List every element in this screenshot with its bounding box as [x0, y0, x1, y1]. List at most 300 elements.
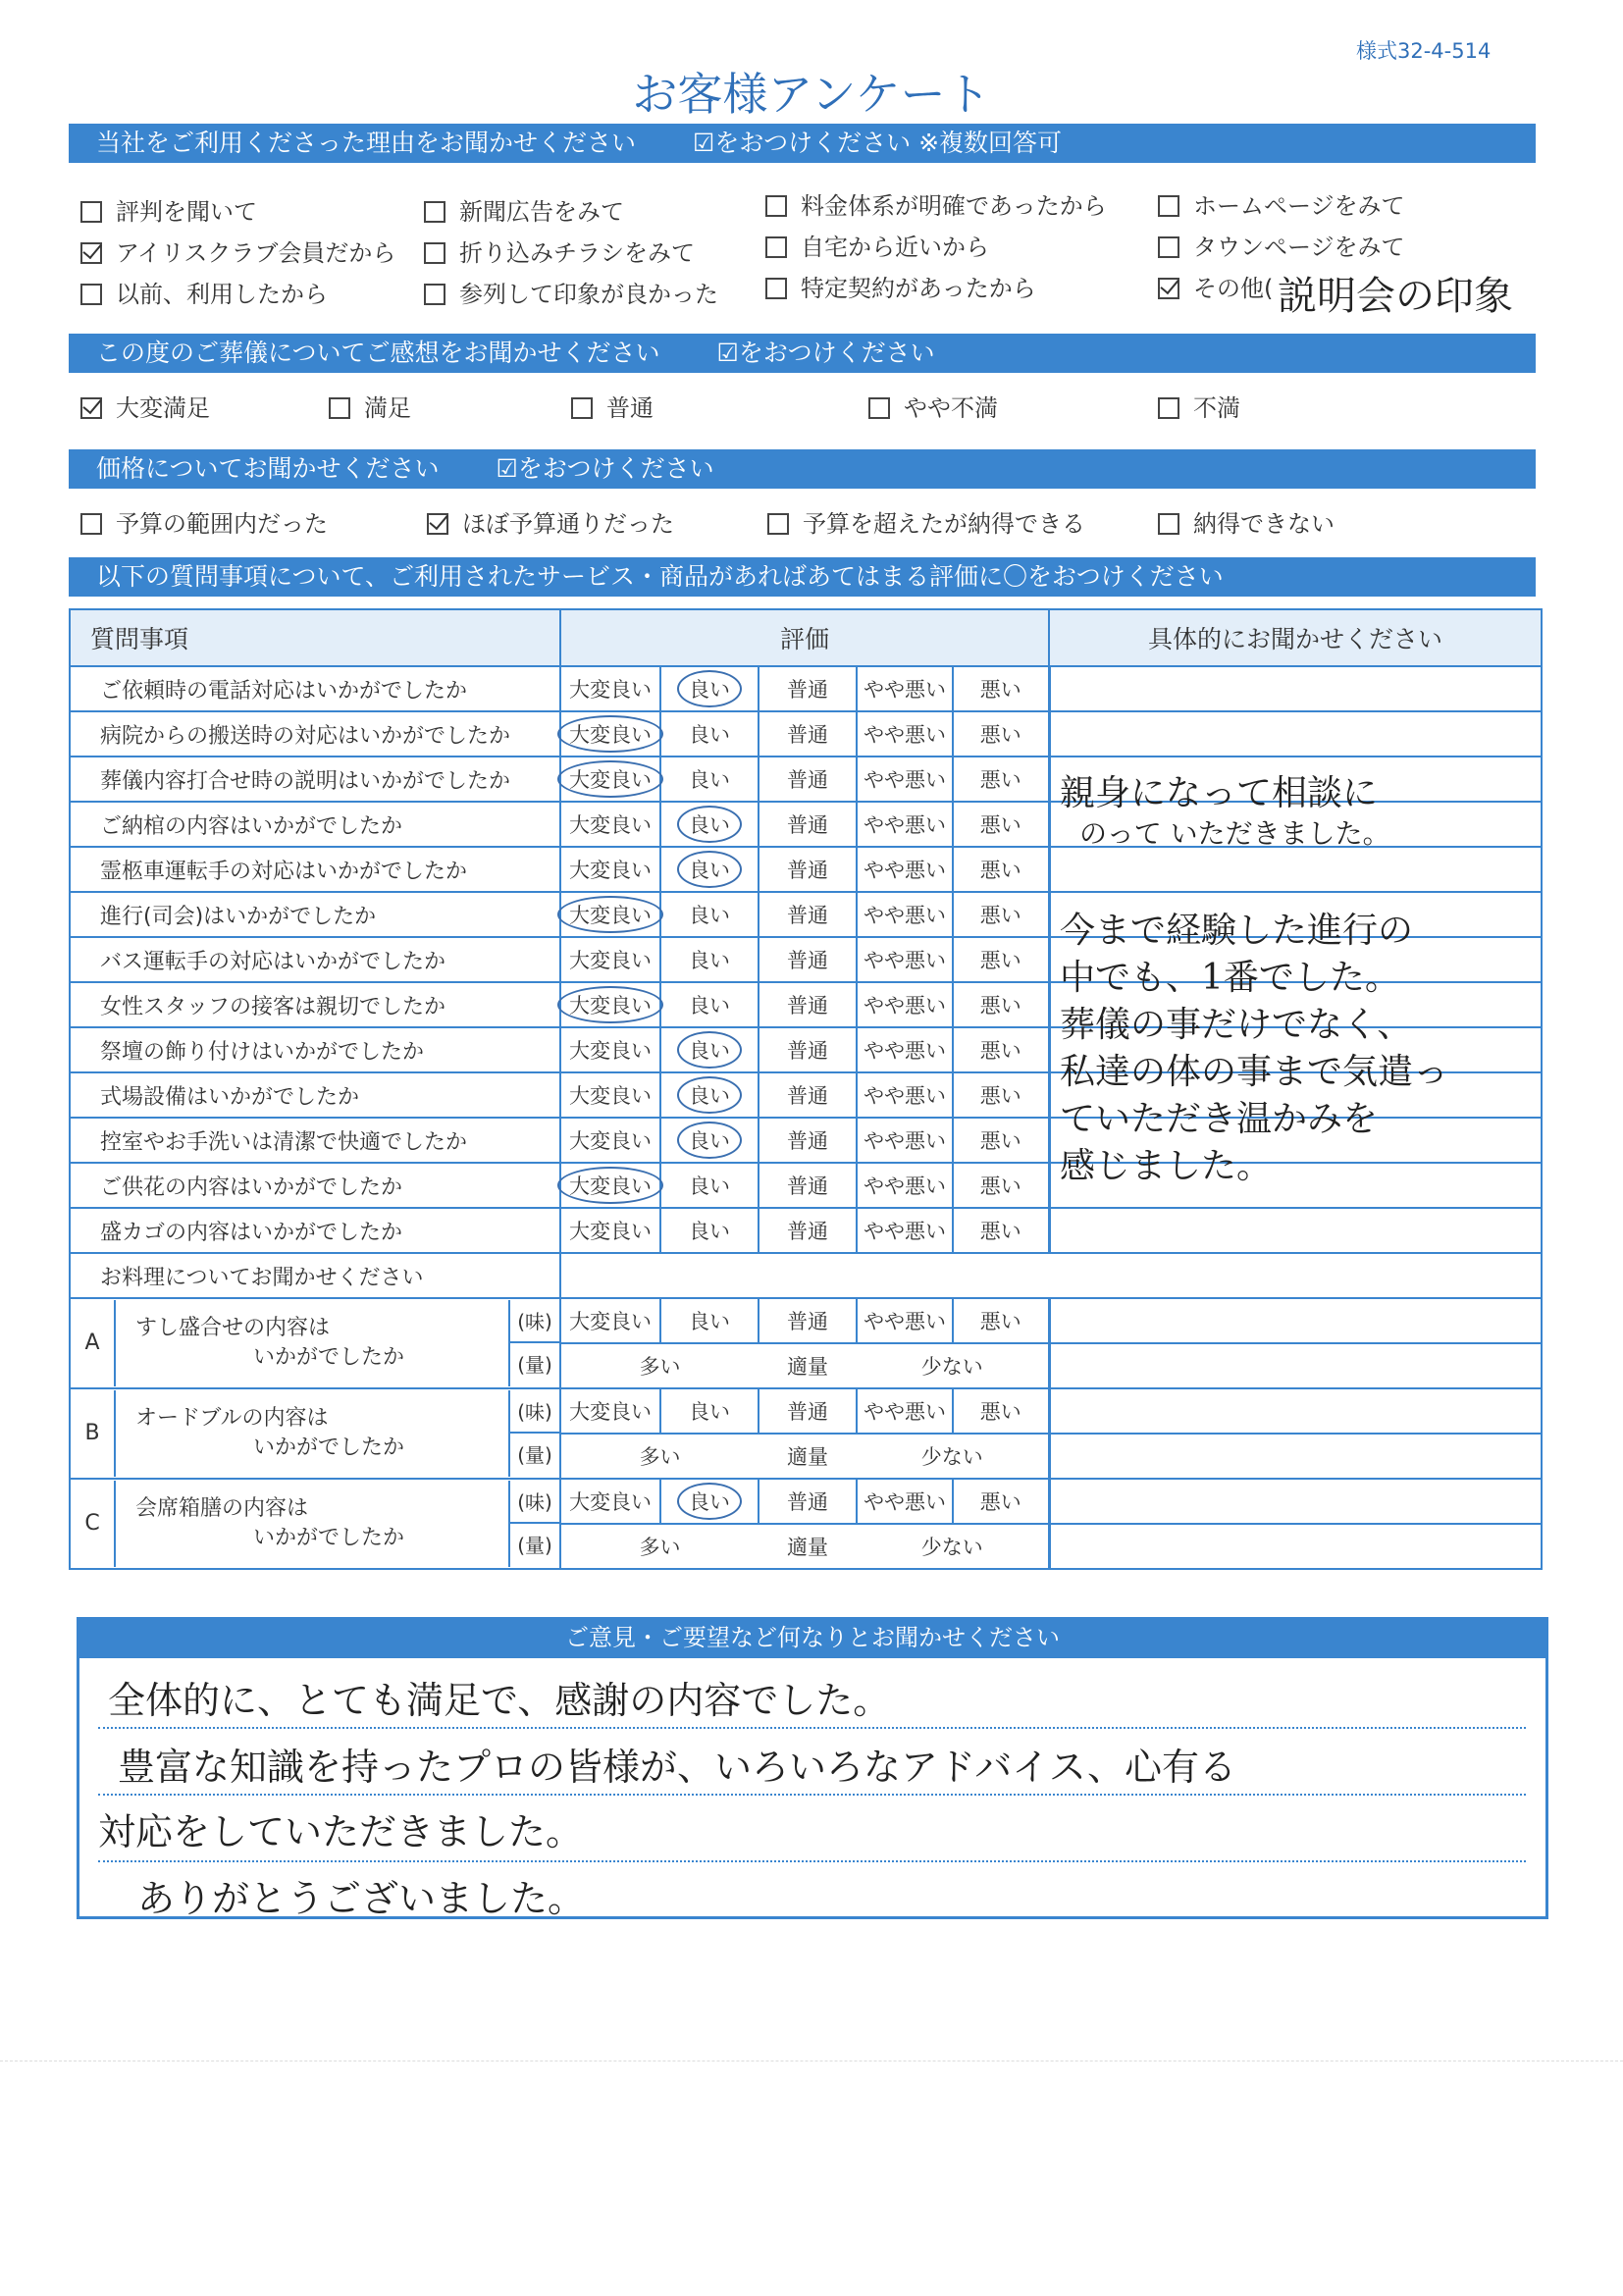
- rating-option-label: 悪い: [979, 768, 1021, 792]
- checkbox-option[interactable]: [80, 389, 210, 423]
- rating-option-circled: 良い: [677, 851, 742, 888]
- checkbox-icon[interactable]: [1158, 513, 1179, 535]
- rating-option[interactable]: [759, 892, 857, 937]
- rating-option[interactable]: [660, 892, 759, 937]
- rating-option[interactable]: [857, 1027, 953, 1072]
- rating-option-label: 悪い: [979, 1310, 1021, 1333]
- amount-label: (量): [517, 1353, 552, 1377]
- rating-option-label: 普通: [787, 994, 828, 1018]
- rating-option[interactable]: [759, 711, 857, 757]
- question-label: 盛カゴの内容はいかがでしたか: [70, 1208, 560, 1253]
- comment-cell[interactable]: [1049, 1479, 1542, 1524]
- rating-option[interactable]: [953, 757, 1049, 802]
- food-header-row: [70, 1253, 1542, 1298]
- rating-option-label: 普通: [787, 768, 828, 792]
- rating-option[interactable]: [953, 666, 1049, 711]
- checkbox-icon[interactable]: [868, 397, 890, 419]
- rating-option-label: やや悪い: [864, 678, 946, 702]
- handwritten-comment-line: 感じました。: [1060, 1146, 1273, 1186]
- comment-line-rule: [98, 1727, 1526, 1729]
- rating-option[interactable]: [660, 1072, 759, 1118]
- checkbox-icon[interactable]: [80, 284, 102, 305]
- food-question-line2: いかがでしたか: [253, 1435, 405, 1460]
- food-letter: B: [71, 1390, 116, 1477]
- checkbox-label: 自宅から近いから: [801, 234, 989, 261]
- rating-option[interactable]: [560, 1298, 660, 1343]
- rating-option-label: 普通: [787, 678, 828, 702]
- checkbox-icon[interactable]: [1158, 236, 1179, 258]
- question-label: 女性スタッフの接客は親切でしたか: [70, 982, 560, 1027]
- checkbox-label: 予算の範囲内だった: [116, 510, 328, 538]
- checkbox-option[interactable]: [80, 192, 257, 227]
- checkbox-label: タウンページをみて: [1193, 234, 1405, 261]
- food-question: [70, 1298, 560, 1388]
- comment-cell[interactable]: [1049, 1208, 1542, 1253]
- checkbox-label: その他(: [1193, 275, 1274, 302]
- checkbox-label: 新聞広告をみて: [459, 198, 624, 226]
- rating-option[interactable]: [857, 711, 953, 757]
- checkbox-option[interactable]: [329, 389, 411, 423]
- checkbox-icon[interactable]: [424, 284, 445, 305]
- rating-option[interactable]: [857, 847, 953, 892]
- rating-option-label: 普通: [787, 1129, 828, 1153]
- rating-option-label: 悪い: [979, 1084, 1021, 1108]
- rating-option[interactable]: [660, 757, 759, 802]
- rating-option-label: 良い: [689, 1310, 730, 1333]
- rating-option[interactable]: [660, 802, 759, 847]
- rating-option-label: 大変良い: [569, 1084, 652, 1108]
- rating-option[interactable]: [759, 982, 857, 1027]
- handwritten-opinion-line: ありがとうございました。: [137, 1877, 586, 1920]
- amount-option[interactable]: 少ない: [857, 1434, 1049, 1479]
- food-letter: A: [71, 1300, 116, 1386]
- rating-option-label: 悪い: [979, 949, 1021, 972]
- reason-header-note: ☑をおつけください ※複数回答可: [692, 129, 1063, 157]
- rating-option[interactable]: [857, 937, 953, 982]
- checkbox-label: やや不満: [904, 394, 998, 422]
- comment-cell[interactable]: [1049, 711, 1542, 757]
- taste-label: (味): [510, 1481, 559, 1524]
- rating-option-label: やや悪い: [864, 859, 946, 882]
- checkbox-icon[interactable]: [767, 513, 789, 535]
- rating-option[interactable]: [759, 1208, 857, 1253]
- checkbox-icon[interactable]: [571, 397, 593, 419]
- rating-option-circled: 良い: [677, 1076, 742, 1114]
- checkbox-icon[interactable]: [424, 242, 445, 264]
- handwritten-comment-line: 中でも、1番でした。: [1060, 958, 1400, 998]
- amount-option[interactable]: 少ない: [857, 1524, 1049, 1569]
- checkbox-option[interactable]: [80, 234, 395, 268]
- rating-option[interactable]: [857, 1072, 953, 1118]
- rating-option-label: やや悪い: [864, 813, 946, 837]
- checkbox-icon[interactable]: [1158, 397, 1179, 419]
- food-question-line1: すし盛合せの内容は: [135, 1316, 331, 1340]
- food-question-line2: いかがでしたか: [253, 1526, 405, 1550]
- rating-option-label: 普通: [787, 1400, 828, 1424]
- question-label: ご供花の内容はいかがでしたか: [70, 1163, 560, 1208]
- rating-option[interactable]: [759, 1072, 857, 1118]
- checkbox-label: アイリスクラブ会員だから: [116, 239, 396, 267]
- rating-option-circled: 大変良い: [557, 896, 663, 933]
- food-taste-row: [70, 1298, 1542, 1343]
- comment-cell[interactable]: [1049, 1524, 1542, 1569]
- rating-option-label: 大変良い: [569, 813, 652, 837]
- rating-option[interactable]: [560, 1388, 660, 1434]
- checkbox-option[interactable]: [571, 389, 654, 423]
- food-taste-row: [70, 1479, 1542, 1524]
- evaluation-header: 以下の質問事項について、ご利用されたサービス・商品があればあてはまる評価に〇をおつけください: [69, 557, 1536, 597]
- amount-option[interactable]: 少ない: [857, 1343, 1049, 1388]
- rating-option-label: 大変良い: [569, 949, 652, 972]
- rating-option[interactable]: [560, 982, 660, 1027]
- checkbox-label: 評判を聞いて: [116, 198, 257, 226]
- checkbox-icon[interactable]: [765, 195, 787, 217]
- checkbox-option[interactable]: [427, 504, 674, 539]
- rating-option-label: やや悪い: [864, 904, 946, 927]
- rating-option-circled: 良い: [677, 670, 742, 707]
- comment-cell[interactable]: [1049, 1343, 1542, 1388]
- rating-option-label: 大変良い: [569, 1220, 652, 1243]
- food-question-line2: いかがでしたか: [253, 1345, 405, 1370]
- comment-cell[interactable]: [1049, 666, 1542, 711]
- rating-option[interactable]: [953, 937, 1049, 982]
- rating-option-circled: 良い: [677, 1122, 742, 1159]
- comment-cell[interactable]: [1049, 1434, 1542, 1479]
- checkbox-option[interactable]: [1158, 504, 1335, 539]
- rating-option-label: 悪い: [979, 904, 1021, 927]
- rating-option[interactable]: [953, 1208, 1049, 1253]
- rating-option[interactable]: [857, 666, 953, 711]
- rating-option[interactable]: [953, 1027, 1049, 1072]
- col-rating-header: 評価: [560, 609, 1049, 666]
- checkbox-icon[interactable]: [765, 278, 787, 299]
- checkbox-checked-icon[interactable]: [1158, 278, 1179, 299]
- checkbox-label: 大変満足: [116, 394, 210, 422]
- evaluation-row: [70, 711, 1542, 757]
- rating-option[interactable]: [560, 1208, 660, 1253]
- rating-option[interactable]: [759, 1479, 857, 1524]
- checkbox-checked-icon[interactable]: [80, 397, 102, 419]
- food-letter: C: [71, 1481, 116, 1567]
- handwritten-comment-line: のって いただきました。: [1079, 817, 1390, 850]
- rating-option[interactable]: [560, 711, 660, 757]
- rating-option-label: 普通: [787, 1084, 828, 1108]
- checkbox-label: 料金体系が明確であったから: [801, 192, 1107, 220]
- rating-option-circled: 良い: [677, 806, 742, 843]
- rating-option-label: 悪い: [979, 813, 1021, 837]
- rating-option-label: 悪い: [979, 1490, 1021, 1514]
- rating-option[interactable]: [857, 1118, 953, 1163]
- rating-option[interactable]: [660, 937, 759, 982]
- amount-option[interactable]: 適量: [759, 1434, 857, 1479]
- rating-option-label: 悪い: [979, 1400, 1021, 1424]
- amount-option[interactable]: 多い: [560, 1434, 759, 1479]
- checkbox-option[interactable]: [80, 504, 328, 539]
- checkbox-icon[interactable]: [80, 513, 102, 535]
- handwritten-opinion-line: 対応をしていただきました。: [98, 1810, 584, 1853]
- handwritten-comment-line: ていただき温かみを: [1060, 1099, 1379, 1139]
- question-label: 控室やお手洗いは清潔で快適でしたか: [70, 1118, 560, 1163]
- rating-option-circled: 大変良い: [557, 760, 663, 798]
- taste-label: (味): [510, 1390, 559, 1434]
- rating-option-label: 悪い: [979, 994, 1021, 1018]
- rating-option[interactable]: [560, 847, 660, 892]
- col-comment-header: 具体的にお聞かせください: [1049, 609, 1542, 666]
- rating-option-label: やや悪い: [864, 1400, 946, 1424]
- rating-option-label: 大変良い: [569, 1310, 652, 1333]
- checkbox-label: 以前、利用したから: [116, 281, 328, 308]
- question-label: ご依頼時の電話対応はいかがでしたか: [70, 666, 560, 711]
- rating-option[interactable]: [953, 982, 1049, 1027]
- rating-option-label: やや悪い: [864, 1220, 946, 1243]
- rating-option[interactable]: [560, 1027, 660, 1072]
- reason-other-handwritten: 説明会の印象: [1278, 274, 1513, 319]
- rating-option[interactable]: [660, 847, 759, 892]
- question-label: 霊柩車運転手の対応はいかがでしたか: [70, 847, 560, 892]
- amount-label: (量): [517, 1443, 552, 1467]
- rating-option-label: 大変良い: [569, 1129, 652, 1153]
- rating-option[interactable]: [660, 1298, 759, 1343]
- rating-option-label: 良い: [689, 1220, 730, 1243]
- comment-cell[interactable]: [1049, 1388, 1542, 1434]
- rating-option[interactable]: [857, 1163, 953, 1208]
- comment-cell[interactable]: [1049, 1298, 1542, 1343]
- checkbox-icon[interactable]: [329, 397, 350, 419]
- checkbox-option[interactable]: [424, 192, 624, 227]
- rating-option-label: やや悪い: [864, 1490, 946, 1514]
- rating-option-label: 大変良い: [569, 859, 652, 882]
- rating-option[interactable]: [560, 1479, 660, 1524]
- price-header-note: ☑をおつけください: [496, 454, 714, 483]
- checkbox-checked-icon[interactable]: [427, 513, 448, 535]
- rating-option-label: 悪い: [979, 1174, 1021, 1198]
- rating-option[interactable]: [660, 711, 759, 757]
- amount-option[interactable]: 多い: [560, 1343, 759, 1388]
- question-label: ご納棺の内容はいかがでしたか: [70, 802, 560, 847]
- form-code: 様式32-4-514: [1356, 39, 1492, 63]
- comment-line-rule: [98, 1794, 1526, 1796]
- checkbox-option[interactable]: [424, 275, 718, 309]
- evaluation-row: [70, 666, 1542, 711]
- rating-option[interactable]: [759, 1163, 857, 1208]
- checkbox-icon[interactable]: [1158, 195, 1179, 217]
- rating-option-label: 普通: [787, 859, 828, 882]
- checkbox-label: 参列して印象が良かった: [459, 281, 718, 308]
- rating-option[interactable]: [857, 1388, 953, 1434]
- rating-option-label: 良い: [689, 723, 730, 747]
- rating-option[interactable]: [857, 1479, 953, 1524]
- rating-option-circled: 良い: [677, 1031, 742, 1069]
- rating-option[interactable]: [759, 1118, 857, 1163]
- rating-option[interactable]: [560, 666, 660, 711]
- checkbox-option[interactable]: [1158, 269, 1273, 303]
- rating-option[interactable]: [660, 1208, 759, 1253]
- checkbox-option[interactable]: [80, 275, 328, 309]
- reason-header-text: 当社をご利用くださった理由をお聞かせください: [96, 129, 637, 157]
- rating-option-circled: 大変良い: [557, 715, 663, 753]
- checkbox-option[interactable]: [868, 389, 998, 423]
- checkbox-option[interactable]: [424, 234, 695, 268]
- comment-line-rule: [98, 1860, 1526, 1862]
- rating-option[interactable]: [857, 802, 953, 847]
- checkbox-option[interactable]: [1158, 389, 1240, 423]
- impression-header: [69, 334, 1536, 373]
- comment-cell[interactable]: [1049, 847, 1542, 892]
- rating-option[interactable]: [759, 802, 857, 847]
- checkbox-label: ほぼ予算通りだった: [462, 510, 674, 538]
- checkbox-option[interactable]: [1158, 186, 1405, 221]
- rating-option-label: やや悪い: [864, 723, 946, 747]
- food-taste-row: [70, 1388, 1542, 1434]
- rating-option-label: やや悪い: [864, 1039, 946, 1063]
- rating-option[interactable]: [560, 757, 660, 802]
- checkbox-label: 不満: [1193, 394, 1240, 422]
- rating-option[interactable]: [857, 982, 953, 1027]
- rating-option-label: 大変良い: [569, 1400, 652, 1424]
- rating-option-label: 悪い: [979, 1039, 1021, 1063]
- checkbox-icon[interactable]: [424, 201, 445, 223]
- question-label: 病院からの搬送時の対応はいかがでしたか: [70, 711, 560, 757]
- checkbox-icon[interactable]: [80, 201, 102, 223]
- rating-option-label: やや悪い: [864, 1129, 946, 1153]
- checkbox-option[interactable]: [765, 186, 1107, 221]
- checkbox-option[interactable]: [765, 269, 1036, 303]
- rating-option[interactable]: [660, 1027, 759, 1072]
- food-question: [70, 1479, 560, 1569]
- rating-option[interactable]: [560, 892, 660, 937]
- rating-option-label: 普通: [787, 813, 828, 837]
- rating-option[interactable]: [660, 1118, 759, 1163]
- question-label: バス運転手の対応はいかがでしたか: [70, 937, 560, 982]
- rating-option[interactable]: [857, 1298, 953, 1343]
- rating-option-label: 悪い: [979, 1220, 1021, 1243]
- rating-option[interactable]: [953, 892, 1049, 937]
- rating-option[interactable]: [560, 1072, 660, 1118]
- amount-label: (量): [517, 1534, 552, 1557]
- rating-option[interactable]: [759, 1298, 857, 1343]
- rating-option-label: やや悪い: [864, 994, 946, 1018]
- taste-label: (味): [510, 1300, 559, 1343]
- rating-option-label: 良い: [689, 904, 730, 927]
- rating-option[interactable]: [953, 802, 1049, 847]
- rating-option-label: 良い: [689, 1400, 730, 1424]
- rating-option-label: 大変良い: [569, 1490, 652, 1514]
- rating-option[interactable]: [953, 1298, 1049, 1343]
- evaluation-row: [70, 1163, 1542, 1208]
- rating-option-label: 悪い: [979, 859, 1021, 882]
- rating-option[interactable]: [759, 1388, 857, 1434]
- checkbox-label: 納得できない: [1193, 510, 1335, 538]
- checkbox-option[interactable]: [1158, 228, 1405, 262]
- checkbox-checked-icon[interactable]: [80, 242, 102, 264]
- rating-option-label: やや悪い: [864, 1310, 946, 1333]
- rating-option-label: やや悪い: [864, 768, 946, 792]
- rating-option-label: やや悪い: [864, 1084, 946, 1108]
- rating-option[interactable]: [759, 757, 857, 802]
- checkbox-option[interactable]: [767, 504, 1085, 539]
- reason-header: [69, 124, 1536, 163]
- checkbox-option[interactable]: [765, 228, 989, 262]
- handwritten-opinion-line: 豊富な知識を持ったプロの皆様が、いろいろなアドバイス、心有る: [118, 1746, 1237, 1789]
- rating-option[interactable]: [660, 1388, 759, 1434]
- checkbox-label: 特定契約があったから: [801, 275, 1036, 302]
- rating-option-label: 良い: [689, 994, 730, 1018]
- rating-option[interactable]: [953, 1388, 1049, 1434]
- rating-option-label: やや悪い: [864, 1174, 946, 1198]
- question-label: 葬儀内容打合せ時の説明はいかがでしたか: [70, 757, 560, 802]
- rating-option-label: やや悪い: [864, 949, 946, 972]
- rating-option-label: 悪い: [979, 678, 1021, 702]
- rating-option[interactable]: [857, 1208, 953, 1253]
- rating-option[interactable]: [953, 711, 1049, 757]
- amount-option[interactable]: 適量: [759, 1343, 857, 1388]
- rating-option-circled: 大変良い: [557, 986, 663, 1023]
- rating-option[interactable]: [857, 892, 953, 937]
- rating-option[interactable]: [759, 1027, 857, 1072]
- price-header: [69, 449, 1536, 489]
- rating-option[interactable]: [560, 1163, 660, 1208]
- checkbox-label: 予算を超えたが納得できる: [803, 510, 1085, 538]
- rating-option-label: 大変良い: [569, 678, 652, 702]
- form-title: お客様アンケート: [632, 68, 991, 121]
- impression-header-note: ☑をおつけください: [716, 339, 935, 367]
- rating-option-label: 悪い: [979, 1129, 1021, 1153]
- rating-option[interactable]: [660, 666, 759, 711]
- rating-option[interactable]: [660, 1479, 759, 1524]
- rating-option-label: 良い: [689, 1174, 730, 1198]
- evaluation-row: [70, 847, 1542, 892]
- rating-option-label: 大変良い: [569, 1039, 652, 1063]
- rating-option-label: 普通: [787, 904, 828, 927]
- rating-option-label: 普通: [787, 949, 828, 972]
- rating-option[interactable]: [560, 937, 660, 982]
- price-header-text: 価格についてお聞かせください: [96, 454, 440, 483]
- rating-option-label: 普通: [787, 1220, 828, 1243]
- food-header-blank: [560, 1253, 1542, 1298]
- food-header: お料理についてお聞かせください: [70, 1253, 560, 1298]
- rating-option[interactable]: [953, 847, 1049, 892]
- rating-option[interactable]: [953, 1163, 1049, 1208]
- checkbox-label: 満足: [364, 394, 411, 422]
- rating-option[interactable]: [953, 1118, 1049, 1163]
- food-question: [70, 1388, 560, 1479]
- rating-option[interactable]: [660, 982, 759, 1027]
- impression-header-text: この度のご葬儀についてご感想をお聞かせください: [96, 339, 660, 367]
- rating-option-label: 普通: [787, 723, 828, 747]
- rating-option[interactable]: [660, 1163, 759, 1208]
- rating-option-label: 普通: [787, 1310, 828, 1333]
- handwritten-comment-line: 今まで経験した進行の: [1060, 911, 1414, 951]
- rating-option[interactable]: [759, 937, 857, 982]
- rating-option[interactable]: [560, 1118, 660, 1163]
- amount-option[interactable]: 多い: [560, 1524, 759, 1569]
- rating-option[interactable]: [953, 1479, 1049, 1524]
- handwritten-comment-line: 親身になって相談に: [1060, 773, 1379, 813]
- checkbox-label: ホームページをみて: [1193, 192, 1405, 220]
- handwritten-comment-line: 私達の体の事まで気遣っ: [1060, 1052, 1449, 1092]
- rating-option[interactable]: [857, 757, 953, 802]
- rating-option[interactable]: [759, 666, 857, 711]
- rating-option[interactable]: [759, 847, 857, 892]
- amount-option[interactable]: 適量: [759, 1524, 857, 1569]
- checkbox-icon[interactable]: [765, 236, 787, 258]
- evaluation-row: [70, 1208, 1542, 1253]
- rating-option-label: 良い: [689, 768, 730, 792]
- rating-option[interactable]: [953, 1072, 1049, 1118]
- question-label: 祭壇の飾り付けはいかがでしたか: [70, 1027, 560, 1072]
- rating-option[interactable]: [560, 802, 660, 847]
- rating-option-label: 悪い: [979, 723, 1021, 747]
